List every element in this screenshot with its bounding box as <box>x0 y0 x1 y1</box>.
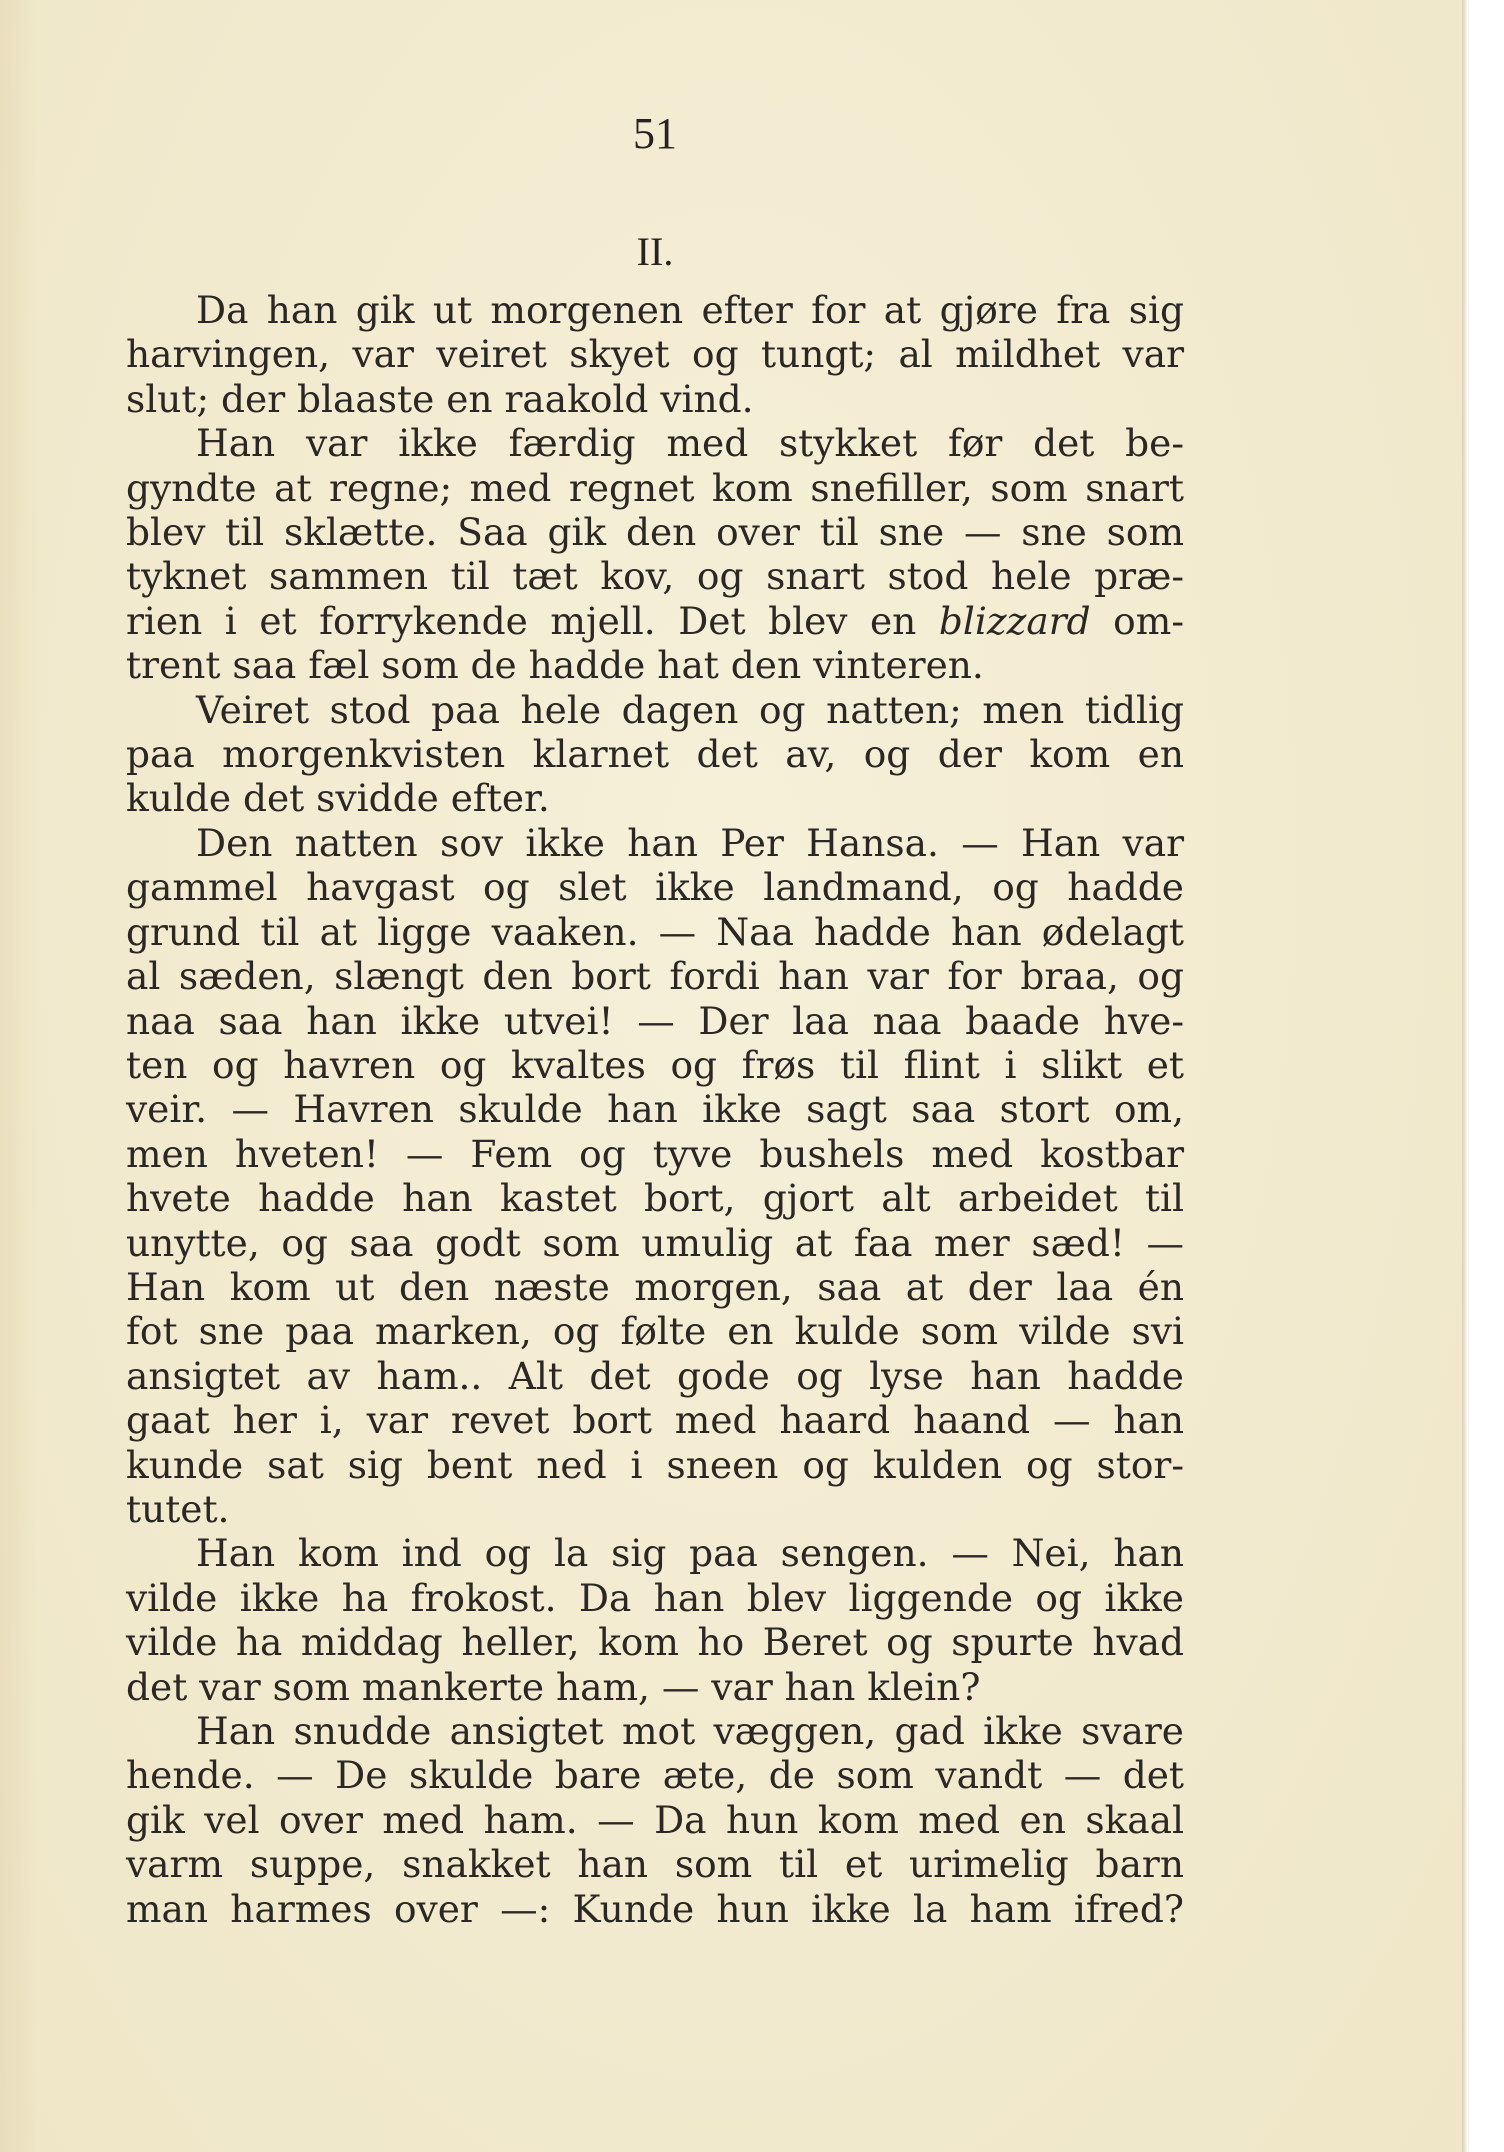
text-line: gik vel over med ham. — Da hun kom med en skaal <box>126 1797 1184 1842</box>
text-line: gammel havgast og slet ikke landmand, og hadde <box>126 865 1184 910</box>
text-line: hende. — De skulde bare æte, de som vandt — det <box>126 1753 1184 1798</box>
text-line: rien i et forrykende mjell. Det blev en blizzard om- <box>126 598 1184 643</box>
text-line: gyndte at regne; med regnet kom snefiller, som snart <box>126 465 1184 510</box>
text-line: kunde sat sig bent ned i sneen og kulden og stor- <box>126 1442 1184 1487</box>
body-text <box>126 288 1184 1931</box>
text-line: al sæden, slængt den bort fordi han var for braa, og <box>126 954 1184 999</box>
text-line: unytte, og saa godt som umulig at faa mer sæd! — <box>126 1220 1184 1265</box>
text-line: veir. — Havren skulde han ikke sagt saa stort om, <box>126 1087 1184 1132</box>
text-line: fot sne paa marken, og følte en kulde som vilde svi <box>126 1309 1184 1354</box>
chapter-heading: II. <box>636 229 674 274</box>
text-line: Han kom ut den næste morgen, saa at der laa én <box>126 1264 1184 1309</box>
text-line: tyknet sammen til tæt kov, og snart stod hele præ- <box>126 554 1184 599</box>
text-line: man harmes over —: Kunde hun ikke la ham ifred? <box>126 1886 1184 1931</box>
text-line: hvete hadde han kastet bort, gjort alt arbeidet til <box>126 1176 1184 1221</box>
text-line: blev til sklætte. Saa gik den over til sne — sne som <box>126 510 1184 555</box>
page-number: 51 <box>633 109 677 158</box>
text-line: ansigtet av ham.. Alt det gode og lyse han hadde <box>126 1353 1184 1398</box>
text-line: Han kom ind og la sig paa sengen. — Nei, han <box>196 1531 1184 1576</box>
text-line: varm suppe, snakket han som til et urimelig barn <box>126 1842 1184 1887</box>
text-line: slut; der blaaste en raakold vind. <box>126 376 754 421</box>
text-line: Den natten sov ikke han Per Hansa. — Han var <box>196 820 1184 865</box>
text-line: kulde det svidde efter. <box>126 776 550 821</box>
text-line: vilde ha middag heller, kom ho Beret og spurte hvad <box>126 1620 1184 1665</box>
text-line: paa morgenkvisten klarnet det av, og der kom en <box>126 732 1184 777</box>
text-line: ten og havren og kvaltes og frøs til flint i slikt et <box>126 1042 1184 1087</box>
text-line: gaat her i, var revet bort med haard haand — han <box>126 1398 1184 1443</box>
text-line: det var som mankerte ham, — var han klein? <box>126 1664 981 1709</box>
text-line: harvingen, var veiret skyet og tungt; al mildhet var <box>126 332 1184 377</box>
text-line: tutet. <box>126 1486 230 1531</box>
text-line: naa saa han ikke utvei! — Der laa naa baade hve- <box>126 998 1184 1043</box>
text-line: men hveten! — Fem og tyve bushels med kostbar <box>126 1131 1184 1176</box>
text-line: trent saa fæl som de hadde hat den vinteren. <box>126 643 984 688</box>
text-line: Da han gik ut morgenen efter for at gjøre fra sig <box>196 288 1184 332</box>
text-line: grund til at ligge vaaken. — Naa hadde han ødelagt <box>126 909 1184 954</box>
text-line: vilde ikke ha frokost. Da han blev liggende og ikke <box>126 1575 1184 1620</box>
page-edge <box>1462 0 1468 2152</box>
text-line: Han var ikke færdig med stykket før det be- <box>196 421 1184 466</box>
text-line: Veiret stod paa hele dagen og natten; men tidlig <box>196 687 1184 732</box>
text-line: Han snudde ansigtet mot væggen, gad ikke svare <box>196 1709 1184 1753</box>
